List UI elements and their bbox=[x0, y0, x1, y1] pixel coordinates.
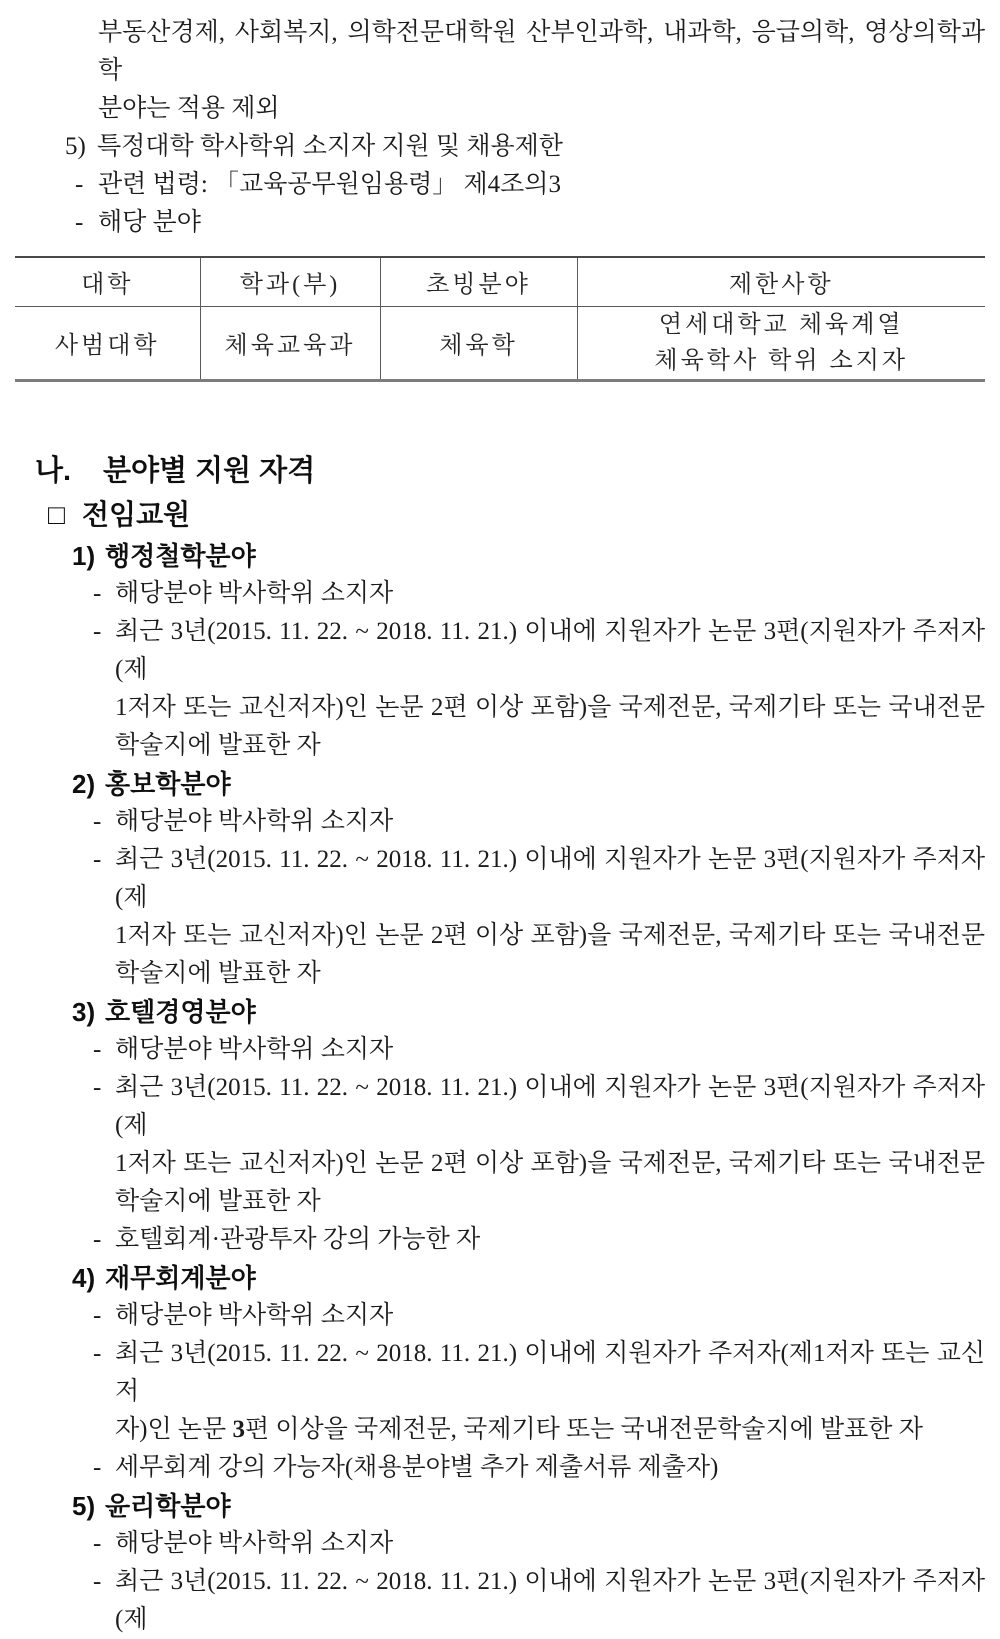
field-1-pub-line-1 bbox=[0, 613, 985, 689]
field-5-number: 5) bbox=[72, 1490, 96, 1521]
field-5-heading bbox=[0, 1487, 985, 1525]
field-2-pub-line-2: 1저자 또는 교신저자)인 논문 2편 이상 포함)을 국제전문, 국제기타 또는 국내전문 bbox=[115, 921, 985, 949]
dash-bullet: - bbox=[93, 579, 102, 607]
fulltime-faculty-title: 전임교원 bbox=[82, 498, 191, 530]
field-3-number: 3) bbox=[72, 996, 96, 1027]
field-3-lecture-bullet bbox=[0, 1221, 985, 1259]
section-b-title: 분야별 지원 자격 bbox=[103, 454, 316, 487]
item-5-number: 5) bbox=[65, 133, 86, 160]
dash-bullet: - bbox=[93, 1529, 102, 1557]
dash-bullet: - bbox=[93, 1339, 102, 1367]
field-4-pub-line-2 bbox=[0, 1411, 985, 1449]
cell-college: 사범대학 bbox=[54, 333, 160, 359]
excluded-fields-line-1: 부동산경제, 사회복지, 의학전문대학원 산부인과학, 내과학, 응급의학, 영상의학과학 bbox=[98, 19, 985, 84]
table-header-restriction: 제한사항 bbox=[577, 257, 985, 306]
applicable-field-text: 해당 분야 bbox=[98, 209, 201, 236]
dash-bullet: - bbox=[75, 171, 84, 198]
field-2-phd-bullet bbox=[0, 803, 985, 841]
field-1-number: 1) bbox=[72, 540, 96, 571]
cell-department: 체육교육과 bbox=[200, 306, 380, 380]
item-5-text: 특정대학 학사학위 소지자 지원 및 채용제한 bbox=[97, 133, 563, 160]
white-square-icon: □ bbox=[48, 498, 65, 530]
related-law-text: 관련 법령: 「교육공무원임용령」 제4조의3 bbox=[98, 171, 561, 198]
related-law-line bbox=[0, 166, 985, 204]
field-3-pub-line-1 bbox=[0, 1069, 985, 1145]
dash-bullet: - bbox=[93, 1301, 102, 1329]
field-5-phd-bullet bbox=[0, 1525, 985, 1563]
dash-bullet: - bbox=[93, 1225, 102, 1253]
section-b-number: 나. bbox=[35, 454, 72, 487]
table-row bbox=[15, 306, 985, 380]
field-2-phd-text: 해당분야 박사학위 소지자 bbox=[115, 807, 394, 835]
item-5-heading bbox=[0, 128, 985, 166]
field-4-pub-bold-count: 3 bbox=[232, 1415, 245, 1443]
field-5-pub-line-1 bbox=[0, 1563, 985, 1639]
field-3-pub-line-3: 학술지에 발표한 자 bbox=[115, 1187, 321, 1215]
dash-bullet: - bbox=[93, 1453, 102, 1481]
field-1-heading bbox=[0, 537, 985, 575]
table-header-field: 초빙분야 bbox=[380, 257, 577, 306]
dash-bullet: - bbox=[93, 1567, 102, 1595]
dash-bullet: - bbox=[93, 1035, 102, 1063]
field-5-title: 윤리학분야 bbox=[105, 1490, 231, 1521]
field-4-pub-text-1: 최근 3년(2015. 11. 22. ~ 2018. 11. 21.) 이내에 지원자가 주저자(제1저자 또는 교신저 bbox=[115, 1339, 985, 1405]
field-2-pub-line-3: 학술지에 발표한 자 bbox=[115, 959, 321, 987]
field-4-lecture-text: 세무회계 강의 가능자(채용분야별 추가 제출서류 제출자) bbox=[115, 1453, 719, 1481]
excluded-fields-line-2: 분야는 적용 제외 bbox=[98, 95, 280, 122]
field-3-lecture-text: 호텔회계·관광투자 강의 가능한 자 bbox=[115, 1225, 481, 1253]
field-1-pub-line-2: 1저자 또는 교신저자)인 논문 2편 이상 포함)을 국제전문, 국제기타 또는 국내전문 bbox=[115, 693, 985, 721]
field-2-pub-text-1: 최근 3년(2015. 11. 22. ~ 2018. 11. 21.) 이내에 지원자가 논문 3편(지원자가 주저자(제 bbox=[115, 845, 985, 911]
table-header-row bbox=[15, 257, 985, 306]
field-4-phd-text: 해당분야 박사학위 소지자 bbox=[115, 1301, 394, 1329]
field-4-number: 4) bbox=[72, 1262, 96, 1293]
field-3-phd-bullet bbox=[0, 1031, 985, 1069]
field-5-phd-text: 해당분야 박사학위 소지자 bbox=[115, 1529, 394, 1557]
cell-restriction bbox=[577, 306, 985, 380]
field-4-lecture-bullet bbox=[0, 1449, 985, 1487]
field-2-title: 홍보학분야 bbox=[105, 768, 231, 799]
dash-bullet: - bbox=[93, 617, 102, 645]
dash-bullet: - bbox=[93, 1073, 102, 1101]
field-1-pub-text-1: 최근 3년(2015. 11. 22. ~ 2018. 11. 21.) 이내에 지원자가 논문 3편(지원자가 주저자(제 bbox=[115, 617, 985, 683]
field-4-title: 재무회계분야 bbox=[105, 1262, 256, 1293]
dash-bullet: - bbox=[93, 845, 102, 873]
field-2-heading bbox=[0, 765, 985, 803]
field-1-pub-line-3: 학술지에 발표한 자 bbox=[115, 731, 321, 759]
dash-bullet: - bbox=[93, 807, 102, 835]
restriction-table bbox=[15, 256, 985, 382]
field-1-title: 행정철학분야 bbox=[105, 540, 256, 571]
field-3-phd-text: 해당분야 박사학위 소지자 bbox=[115, 1035, 394, 1063]
section-b-heading bbox=[0, 449, 985, 493]
table-header-college: 대학 bbox=[15, 257, 200, 306]
dash-bullet: - bbox=[75, 209, 84, 236]
field-3-heading bbox=[0, 993, 985, 1031]
field-4-pub-text-2-post: 편 이상을 국제전문, 국제기타 또는 국내전문학술지에 발표한 자 bbox=[244, 1415, 923, 1443]
field-4-pub-line-1 bbox=[0, 1335, 985, 1411]
field-5-pub-text-1: 최근 3년(2015. 11. 22. ~ 2018. 11. 21.) 이내에 지원자가 논문 3편(지원자가 주저자(제 bbox=[115, 1567, 985, 1633]
field-4-phd-bullet bbox=[0, 1297, 985, 1335]
restriction-line-2: 체육학사 학위 소지자 bbox=[654, 347, 909, 374]
field-1-phd-text: 해당분야 박사학위 소지자 bbox=[115, 579, 394, 607]
field-2-pub-line-1 bbox=[0, 841, 985, 917]
field-1-phd-bullet bbox=[0, 575, 985, 613]
field-4-pub-text-2-pre: 자)인 논문 bbox=[115, 1415, 233, 1443]
table-header-department: 학과(부) bbox=[200, 257, 380, 306]
field-4-heading bbox=[0, 1259, 985, 1297]
field-3-title: 호텔경영분야 bbox=[105, 996, 256, 1027]
field-3-pub-line-2: 1저자 또는 교신저자)인 논문 2편 이상 포함)을 국제전문, 국제기타 또는 국내전문 bbox=[115, 1149, 985, 1177]
applicable-field-line bbox=[0, 204, 985, 242]
restriction-line-1: 연세대학교 체육계열 bbox=[658, 311, 904, 338]
field-3-pub-text-1: 최근 3년(2015. 11. 22. ~ 2018. 11. 21.) 이내에 지원자가 논문 3편(지원자가 주저자(제 bbox=[115, 1073, 985, 1139]
fulltime-faculty-heading bbox=[0, 493, 985, 537]
cell-field: 체육학 bbox=[380, 306, 577, 380]
field-2-number: 2) bbox=[72, 768, 96, 799]
